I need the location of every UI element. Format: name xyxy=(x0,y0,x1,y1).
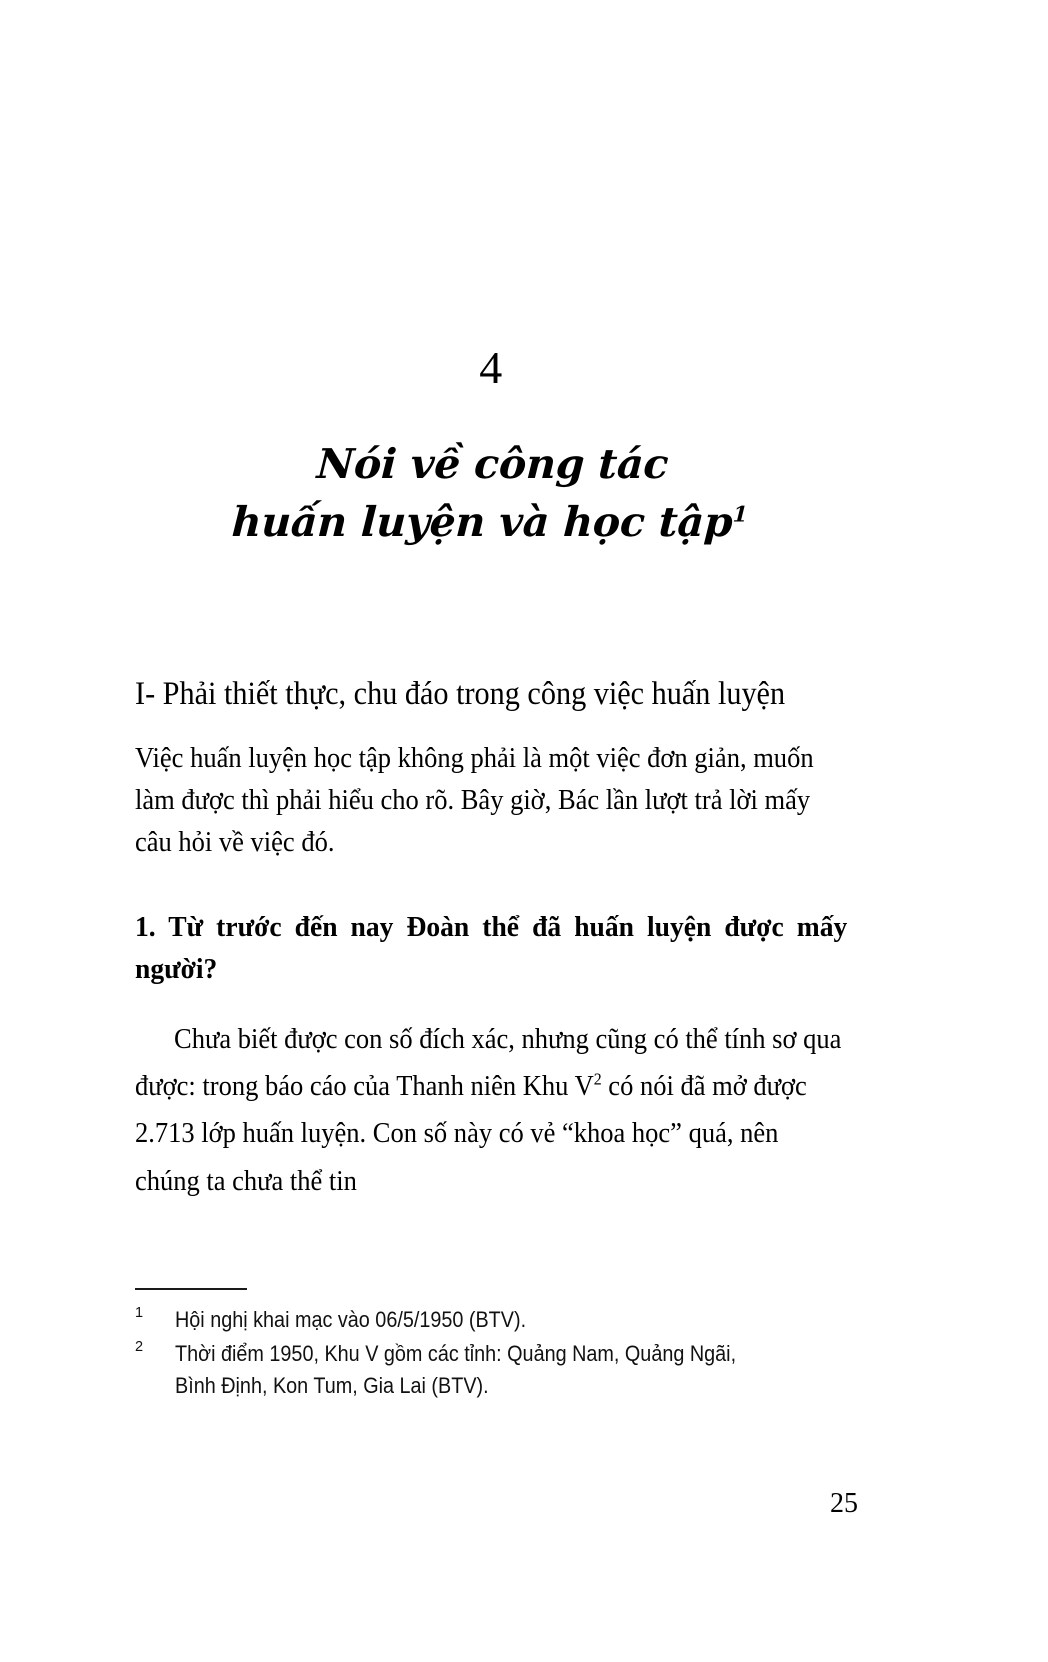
chapter-title-footnote-ref[interactable]: 1 xyxy=(732,502,749,528)
footnote-marker: 2 xyxy=(135,1338,144,1355)
footnote-item xyxy=(135,1338,847,1402)
footnote-text: Thời điểm 1950, Khu V gồm các tỉnh: Quảng Nam, Quảng Ngãi, Bình Định, Kon Tum, Gia Lai (BTV). xyxy=(175,1340,737,1398)
subsection-heading: 1. Từ trước đến nay Đoàn thể đã huấn luyện được mấy người? xyxy=(135,910,848,985)
chapter-number: 4 xyxy=(479,342,503,393)
main-paragraph xyxy=(135,1016,847,1205)
page-content xyxy=(135,0,847,1662)
chapter-title-line-2 xyxy=(132,493,847,551)
chapter-title-line-2-text: huấn luyện và học tập xyxy=(230,498,734,547)
main-paragraph-part-1: Chưa biết được con số đích xác, nhưng cũng có thể tính sơ qua được: trong báo cáo của Thanh niên Khu V xyxy=(135,1023,842,1103)
footnote-text: Hội nghị khai mạc vào 06/5/1950 (BTV). xyxy=(175,1307,527,1332)
intro-paragraph: Việc huấn luyện học tập không phải là một việc đơn giản, muốn làm được thì phải hiểu cho rõ. Bây giờ, Bác lần lượt trả lời mấy câu hỏi về việc đó. xyxy=(135,743,814,858)
footnote-item xyxy=(135,1304,847,1336)
page-number: 25 xyxy=(830,1488,858,1519)
section-heading: I- Phải thiết thực, chu đáo trong công việc huấn luyện xyxy=(135,676,786,713)
footnote-marker: 1 xyxy=(135,1305,144,1321)
footnote-separator-rule xyxy=(135,1288,247,1290)
main-paragraph-footnote-ref[interactable]: 2 xyxy=(593,1069,602,1089)
chapter-title xyxy=(132,435,850,551)
chapter-title-line-1: Nói về công tác xyxy=(315,440,670,488)
main-paragraph-part-2: có nói đã mở được 2.713 lớp huấn luyện. Con số này có vẻ “khoa học” quá, nên chúng ta chưa thể tin xyxy=(135,1071,807,1197)
footnote-block xyxy=(135,1288,847,1404)
